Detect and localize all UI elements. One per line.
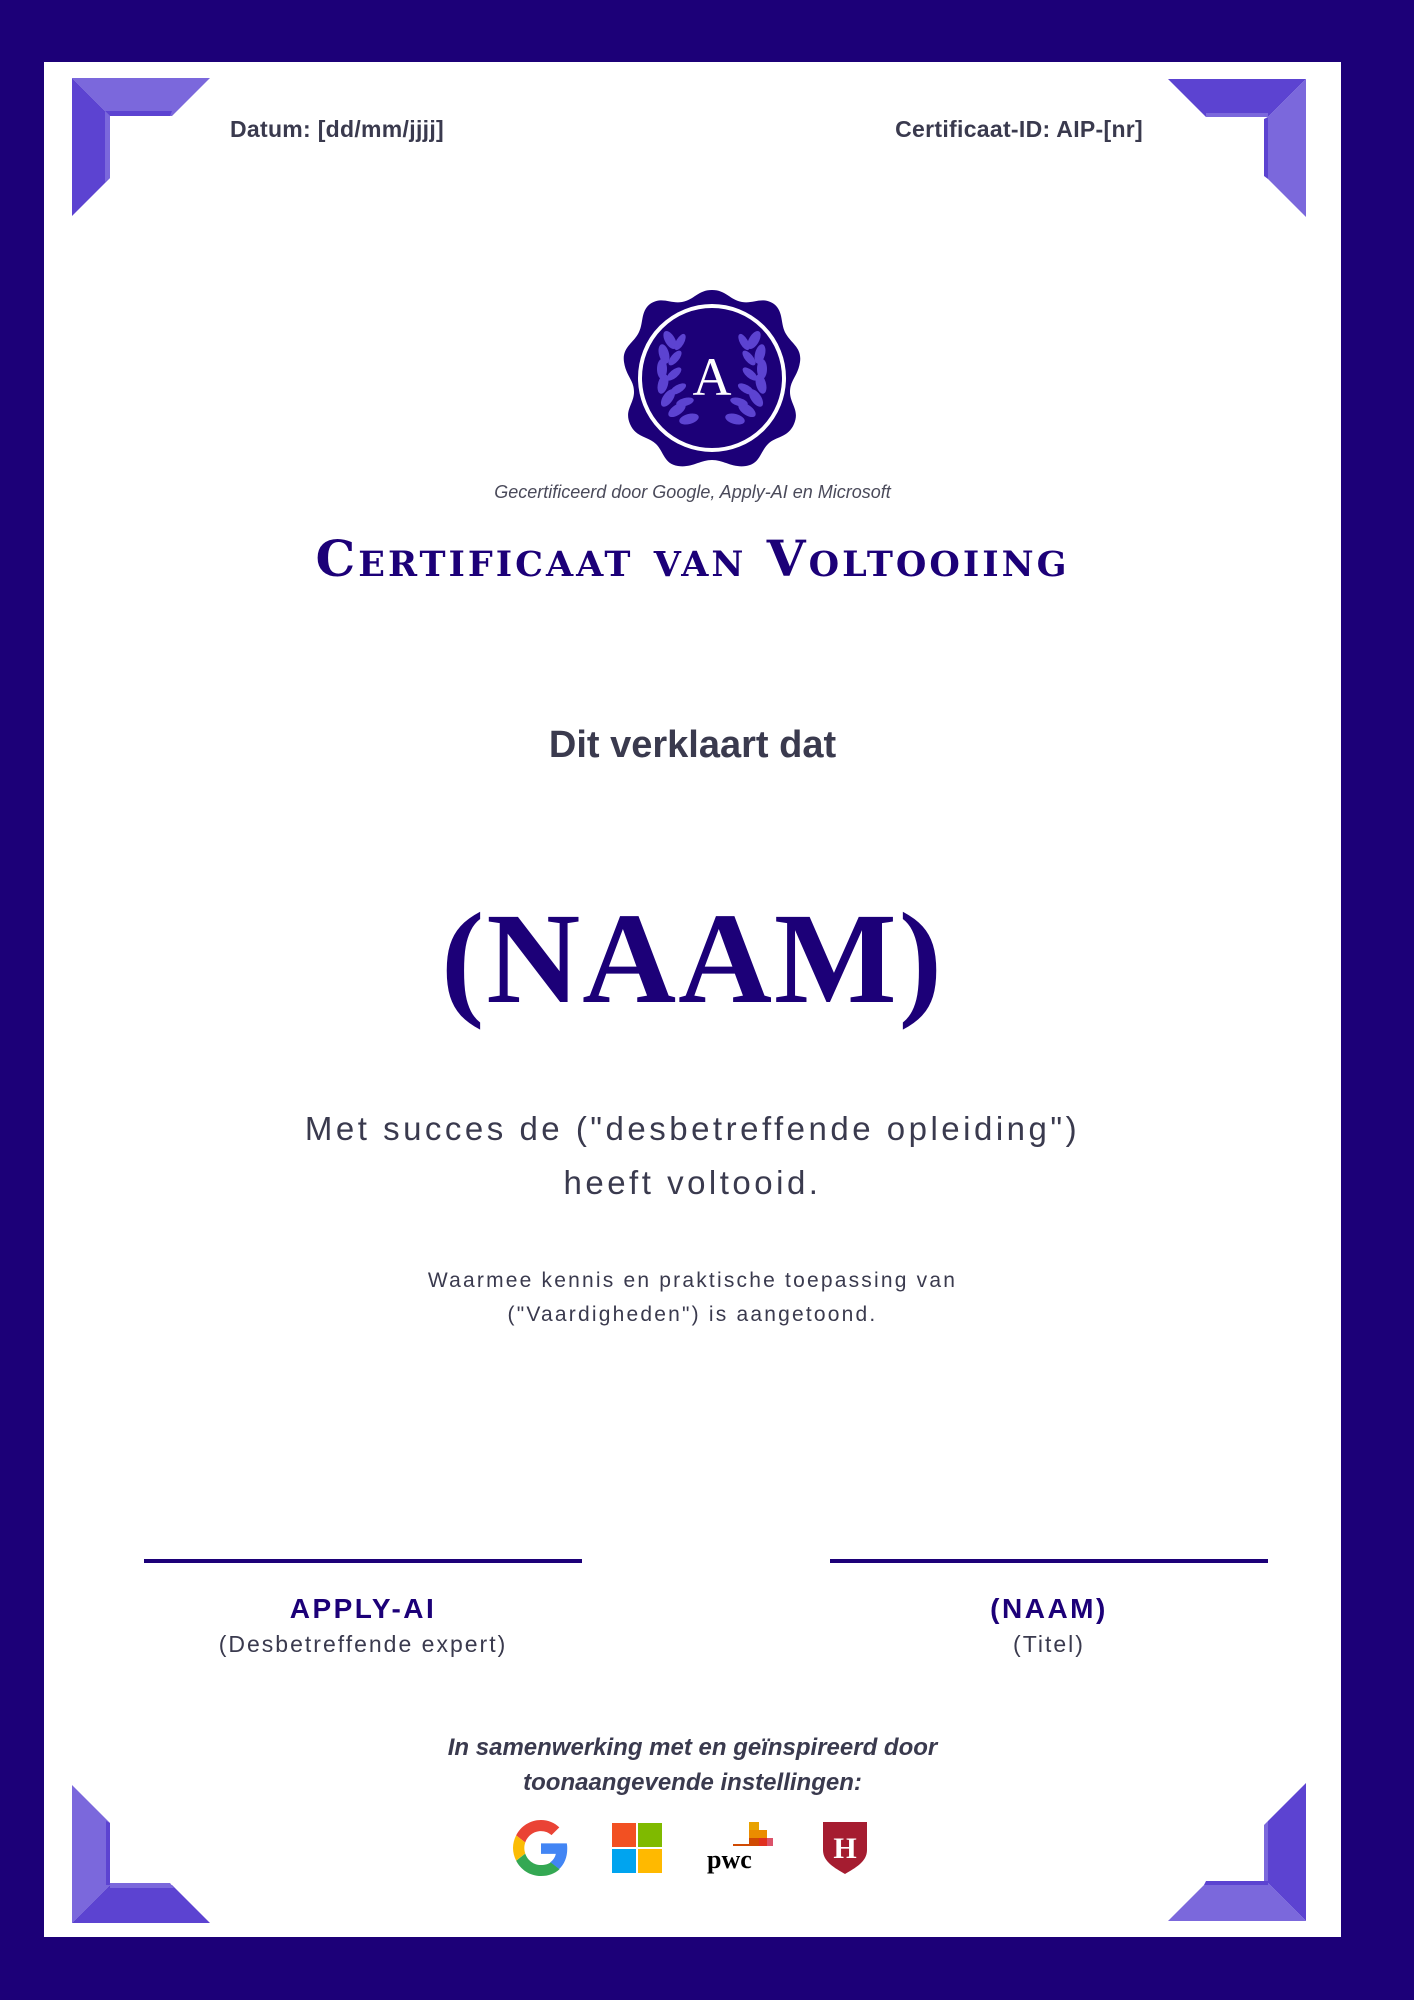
partners-line-2: toonaangevende instellingen: xyxy=(523,1769,862,1796)
signature-block-issuer xyxy=(144,1559,582,1658)
certificate-page xyxy=(44,62,1341,1937)
signature-block-signer xyxy=(830,1559,1268,1658)
date-field: Datum: [dd/mm/jjjj] xyxy=(230,116,444,142)
corner-ornament-top-left xyxy=(72,78,210,216)
signatory-role: (Desbetreffende expert) xyxy=(218,1631,508,1657)
partners-line-1: In samenwerking met en geïnspireerd door xyxy=(447,1734,938,1761)
skills-statement xyxy=(44,1264,1341,1332)
corner-ornament-top-right xyxy=(1168,79,1306,217)
certificate-title: Certificaat van Voltooiing xyxy=(315,529,1070,588)
google-logo-icon xyxy=(513,1820,569,1876)
skills-line-2: ("Vaardigheden") is aangetoond. xyxy=(507,1303,878,1326)
laurel-seal-icon xyxy=(622,288,802,468)
pwc-logo-icon xyxy=(705,1820,777,1876)
recipient-name: (NAAM) xyxy=(441,887,944,1031)
svg-text:H: H xyxy=(832,1832,857,1865)
signature-line xyxy=(830,1559,1268,1563)
svg-text:pwc: pwc xyxy=(706,1845,752,1874)
certificate-id: Certificaat-ID: AIP-[nr] xyxy=(895,116,1143,142)
microsoft-logo-icon xyxy=(609,1820,665,1876)
certified-by-text: Gecertificeerd door Google, Apply-AI en Microsoft xyxy=(494,482,891,502)
signature-line xyxy=(144,1559,582,1563)
signatory-role: (Titel) xyxy=(1013,1631,1085,1657)
partner-logos xyxy=(44,1820,1341,1876)
intro-text: Dit verklaart dat xyxy=(548,724,837,766)
skills-line-1: Waarmee kennis en praktische toepassing van xyxy=(427,1269,958,1292)
partners-statement xyxy=(44,1730,1341,1800)
signatory-name: APPLY-AI xyxy=(289,1593,437,1624)
course-line-2: heeft voltooid. xyxy=(563,1164,822,1201)
svg-text:A: A xyxy=(692,347,732,407)
signatory-name: (NAAM) xyxy=(990,1593,1108,1624)
course-statement xyxy=(44,1102,1341,1210)
course-line-1: Met succes de ("desbetreffende opleiding") xyxy=(304,1110,1081,1147)
harvard-logo-icon xyxy=(817,1820,873,1876)
